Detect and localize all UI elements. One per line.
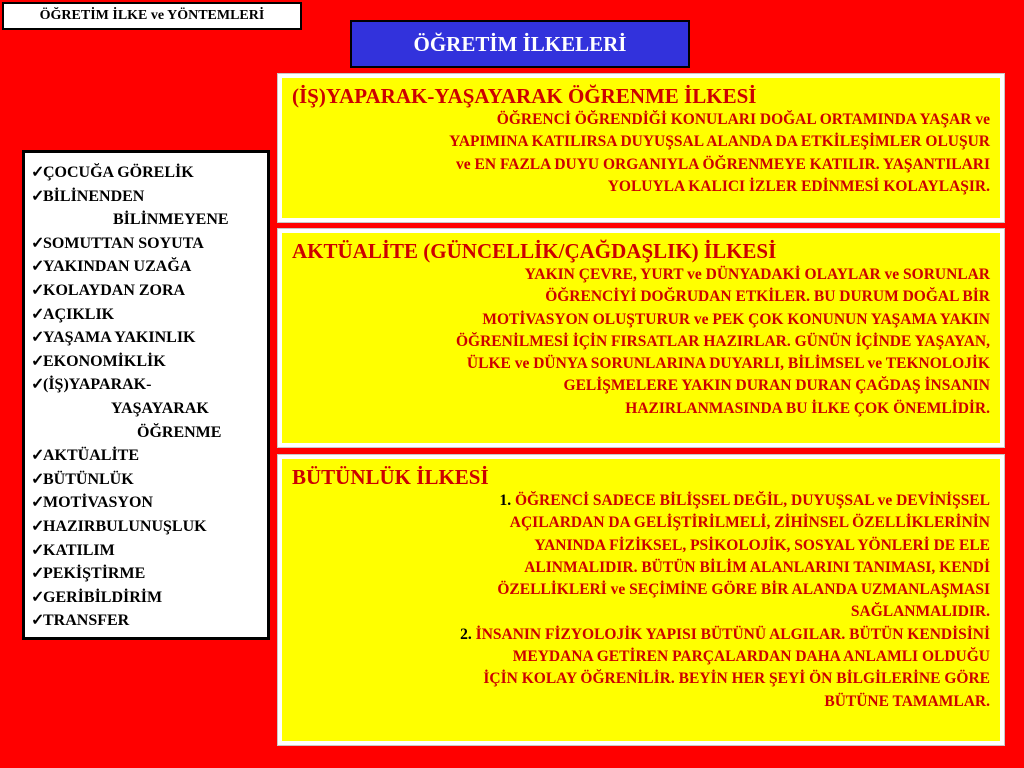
list-item: ✓HAZIRBULUNUŞLUK [31, 515, 267, 539]
list-item: ✓KATILIM [31, 539, 267, 563]
list-item: ✓BİLİNENDEN BİLİNMEYENE [31, 185, 267, 232]
list-item: ✓GERİBİLDİRİM [31, 586, 267, 610]
check-icon: ✓ [31, 588, 45, 606]
check-icon: ✓ [31, 281, 45, 299]
check-icon: ✓ [31, 164, 45, 181]
check-icon: ✓ [31, 447, 45, 465]
point-number: 1. [499, 492, 512, 509]
list-item: ✓(İŞ)YAPARAK- YAŞAYARAK ÖĞRENME [31, 373, 267, 444]
check-icon: ✓ [31, 352, 45, 370]
check-icon: ✓ [31, 517, 45, 535]
list-item: ✓ÇOCUĞA GÖRELİK [31, 161, 267, 185]
list-item: ✓PEKİŞTİRME [31, 562, 267, 586]
principle-body: YAKIN ÇEVRE, YURT ve DÜNYADAKİ OLAYLAR ve SORUNLAR ÖĞRENCİYİ DOĞRUDAN ETKİLER. BU DURUM DOĞAL BİR MOTİVASYON OLUŞTURUR ve PEK ÇOK KONUNUN YAŞAMA YAKIN ÖĞRENİLMESİ İÇİN FIRSATLAR HAZIRLAR. GÜNÜN İÇİNDE YAŞAYAN, ÜLKE ve DÜNYA SORUNLARINA DUYARLI, BİLİMSEL ve TEKNOLOJİK GELİŞMELERE YAKIN DURAN DURAN ÇAĞDAŞ İNSANIN HAZIRLANMASINDA BU İLKE ÇOK ÖNEMLİDİR. [456, 266, 990, 417]
check-icon: ✓ [31, 541, 45, 559]
principle-heading: BÜTÜNLÜK İLKESİ [292, 465, 489, 489]
check-icon: ✓ [31, 258, 45, 276]
check-icon: ✓ [31, 234, 45, 252]
check-icon: ✓ [31, 494, 45, 512]
slide-title: ÖĞRETİM İLKELERİ [350, 20, 690, 68]
point-number: 2. [460, 625, 472, 643]
list-item: ✓TRANSFER [31, 609, 267, 633]
check-icon: ✓ [31, 376, 45, 394]
check-icon: ✓ [31, 187, 45, 205]
learning-by-doing-principle-box [278, 74, 1004, 222]
check-icon: ✓ [31, 470, 45, 488]
check-icon: ✓ [31, 305, 45, 323]
principle-heading: AKTÜALİTE (GÜNCELLİK/ÇAĞDAŞLIK) İLKESİ [292, 239, 777, 263]
principles-list-box [22, 150, 270, 640]
check-icon: ✓ [31, 565, 45, 583]
actuality-principle-box [278, 229, 1004, 447]
list-item: ✓MOTİVASYON [31, 491, 267, 515]
list-item: ✓KOLAYDAN ZORA [31, 279, 267, 303]
principle-heading: (İŞ)YAPARAK-YAŞAYARAK ÖĞRENME İLKESİ [292, 84, 757, 108]
list-item: ✓YAŞAMA YAKINLIK [31, 326, 267, 350]
principles-list [31, 161, 267, 633]
list-item: ✓SOMUTTAN SOYUTA [31, 232, 267, 256]
list-item: ✓AÇIKLIK [31, 303, 267, 327]
list-item: ✓EKONOMİKLİK [31, 350, 267, 374]
check-icon: ✓ [31, 612, 45, 630]
principle-body: 1. ÖĞRENCİ SADECE BİLİŞSEL DEĞİL, DUYUŞSAL ve DEVİNİŞSEL AÇILARDAN DA GELİŞTİRİLMELİ, ZİHİNSEL ÖZELLİKLERİNİN YANINDA FİZİKSEL, PSİKOLOJİK, SOSYAL YÖNLERİ DE ELE ALINMALIDIR. BÜTÜN BİLİM ALANLARINI TANIMASI, KENDİ ÖZELLİKLERİ ve SEÇİMİNE GÖRE BİR ALANDA UZMANLAŞMASI SAĞLANMALIDIR. 2. İNSANIN FİZYOLOJİK YAPISI BÜTÜNÜ ALGILAR. BÜTÜN KENDİSİNİ MEYDANA GETİREN PARÇALARDAN DAHA ANLAMLI OLDUĞU İÇİN KOLAY ÖĞRENİLİR. BEYİN HER ŞEYİ ÖN BİLGİLERİNE GÖRE BÜTÜNE TAMAMLAR. [460, 492, 990, 710]
wholeness-principle-box [278, 455, 1004, 745]
list-item: ✓AKTÜALİTE [31, 444, 267, 468]
list-item: ✓BÜTÜNLÜK [31, 468, 267, 492]
list-item: ✓YAKINDAN UZAĞA [31, 255, 267, 279]
presentation-subject-label: ÖĞRETİM İLKE ve YÖNTEMLERİ [2, 2, 302, 30]
principle-body: ÖĞRENCİ ÖĞRENDİĞİ KONULARI DOĞAL ORTAMINDA YAŞAR ve YAPIMINA KATILIRSA DUYUŞSAL ALANDA DA ETKİLEŞİMLER OLUŞUR ve EN FAZLA DUYU ORGANIYLA ÖĞRENMEYE KATILIR. YAŞANTILARI YOLUYLA KALICI İZLER EDİNMESİ KOLAYLAŞIR. [449, 111, 990, 195]
check-icon: ✓ [31, 329, 45, 347]
